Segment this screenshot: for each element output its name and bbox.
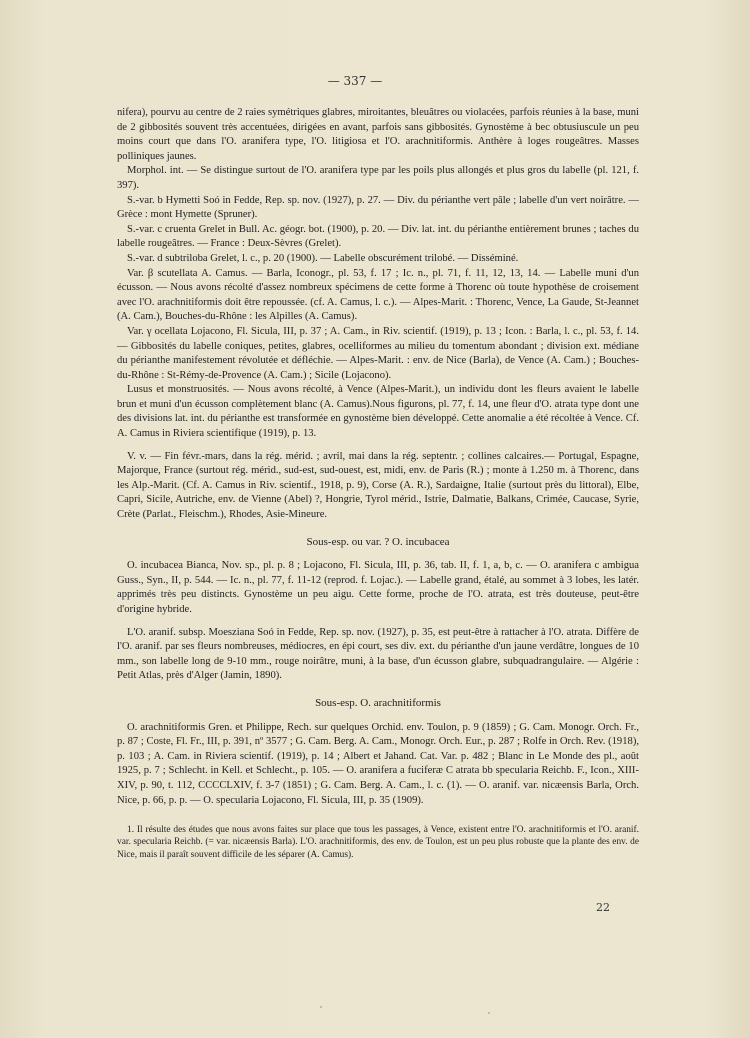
paragraph: V. v. — Fin févr.-mars, dans la rég. mérid. ; avril, mai dans la rég. septentr. ; collines calcaires.— Portugal, Espagne, Majorque, France (surtout rég. mérid., sud-est, sud-ouest, est, midi, env. de Paris (R.) ; monte à 1.250 m. à Thorenc, dans les Alp.-Marit. (Cf. A. Camus in Riv. scientif., 1918, p. 9), Corse (A. R.), Sardaigne, Italie (surtout près du littoral), Elbe, Capri, Sicile, Autriche, env. de Vienne (Abel) ?, Hongrie, Tyrol mérid., Istrie, Dalmatie, Balkans, Crimée, Caucase, Syrie, Crète (Parlat., Fleischm.), Rhodes, Asie-Mineure. xyxy=(117,450,639,521)
paragraph: Lusus et monstruosités. — Nous avons récolté, à Vence (Alpes-Marit.), un individu dont les fleurs avaient le labelle brun et muni d'un écusson complètement blanc (A. Camus).Nous figurons, pl. 77, f. 14, une fleur d'O. atrata type dont une des divisions lat. int. du périanthe est transformée en gynostème bien développé. Cette anomalie a été récoltée à Vence. Cf. A. Camus in Riviera scientifique (1919), p. 13. xyxy=(117,384,639,440)
paragraph: O. arachnitiformis Gren. et Philippe, Rech. sur quelques Orchid. env. Toulon, p. 9 (1859) ; G. Cam. Monogr. Orch. Fr., p. 87 ; Coste, Fl. Fr., III, p. 391, nº 3577 ; G. Cam. Berg. A. Cam., Monogr. Orch. Eur., p. 287 ; Rolfe in Orch. Rev. (1918), p. 103 ; A. Cam. in Riviera scientif. (1919), p. 14 ; Albert et Jahand. Cat. Var. p. 482 ; Blanc in Le Monde des pl., août 1925, p. 7 ; Schlecht. in Kell. et Schlecht., p. 105. — O. aranifera a fuciferæ C atrata bb specularia Reichb. F., Icon., XIII-XIV, p. 90, t. 112, CCCCLXIV, f. 3-7 (1851) ; G. Cam. Berg. A. Cam., l. c. (1). — O. aranif. var. nicæensis Barla, Orch. Nice, p. 66, p. p. — O. specularia Lojacono, Fl. Sicula, III, p. 35 (1909). xyxy=(117,721,639,806)
page-body xyxy=(117,106,639,861)
paragraph: Morphol. int. — Se distingue surtout de l'O. aranifera type par les poils plus allongés et plus gros du labelle (pl. 121, f. 397). xyxy=(117,165,639,191)
section-heading: Sous-esp. O. arachnitiformis xyxy=(315,696,441,709)
paragraph: L'O. aranif. subsp. Moesziana Soó in Fedde, Rep. sp. nov. (1927), p. 35, est peut-être à rattacher à l'O. atrata. Diffère de l'O. aranif. par ses fleurs nombreuses, médiocres, en épi court, ses div. ext. du périanthe d'un jaune verdâtre, longues de 10 mm., son labelle long de 9-10 mm., rouge noirâtre, muni, à la base, d'un écusson glabre, subquadrangulaire. — Algérie : Petit Atlas, près d'Alger (Jamin, 1890). xyxy=(117,626,639,682)
folio-number: 22 xyxy=(596,901,610,914)
section-heading: Sous-esp. ou var. ? O. incubacea xyxy=(306,535,450,548)
paper-speck xyxy=(320,1006,322,1008)
paper-speck xyxy=(488,1012,490,1014)
page-number: — 337 — xyxy=(327,74,383,88)
paragraph: S.-var. b Hymetti Soó in Fedde, Rep. sp. nov. (1927), p. 27. — Div. du périanthe vert pâle ; labelle d'un vert noirâtre. — Grèce : mont Hymette (Spruner). xyxy=(117,194,639,221)
paragraph: Var. γ ocellata Lojacono, Fl. Sicula, III, p. 37 ; A. Cam., in Riv. scientif. (1919), p. 13 ; Icon. : Barla, l. c., pl. 53, f. 14. — Gibbosités du labelle coniques, petites, glabres, ocelliformes au milieu du tomentum abondant ; division ext. médiane du périanthe manifestement révolutée et défléchie. — Alpes-Marit. : env. de Nice (Barla), de Vence (A. Cam.) ; Bouches-du-Rhône : St-Rémy-de-Provence (A. Cam.) ; Sicile (Lojacono). xyxy=(117,325,639,381)
paragraph: Var. β scutellata A. Camus. — Barla, Iconogr., pl. 53, f. 17 ; Ic. n., pl. 71, f. 11, 12, 13, 14. — Labelle muni d'un écusson. — Nous avons récolté d'assez nombreux spécimens de cette forme à Thorenc où toute hypothèse de croisement avec l'O. arachnitiformis doit être repoussée. (cf. A. Camus, l. c.). — Alpes-Marit. : Thorenc, Vence, La Gaude, St-Jeannet (A. Cam.), Bouches-du-Rhône : les Alpilles (A. Camus). xyxy=(117,267,639,323)
paragraph: S.-var. d subtriloba Grelet, l. c., p. 20 (1900). — Labelle obscurément trilobé. — Disséminé. xyxy=(127,252,519,264)
footnote: 1. Il résulte des études que nous avons faites sur place que tous les passages, à Vence, existent entre l'O. arachnitiformis et l'O. aranif. var. specularia Reichb. (= var. nicæensis Barla). L'O. arachnitiformis, des env. de Toulon, est un peu plus robuste que la plante des env. de Nice, mais il paraît souvent difficile de les séparer (A. Camus). xyxy=(117,825,639,860)
paragraph: nifera), pourvu au centre de 2 raies symétriques glabres, miroitantes, bleuâtres ou violacées, parfois réunies à la base, muni de 2 gibbosités souvent très accentuées, dirigées en avant, parfois sans gibbosités. Gynostème à bec obtusiuscule un peu moins court que dans l'O. aranifera type, l'O. litigiosa et l'O. arachnitiformis. Anthère à loges rougeâtres. Masses polliniques jaunes. xyxy=(117,107,639,162)
paragraph: O. incubacea Bianca, Nov. sp., pl. p. 8 ; Lojacono, Fl. Sicula, III, p. 36, tab. II, f. 1, a, b, c. — O. aranifera c ambigua Guss., Syn., II, p. 544. — Ic. n., pl. 77, f. 11-12 (reprod. f. Lojac.). — Labelle grand, étalé, au sommet à 3 lobes, les latér. apprimés très peu distincts. Gynostème un peu aigu. Cette forme, proche de l'O. atrata, est très douteuse, peut-être d'origine hybride. xyxy=(117,560,639,615)
paragraph: S.-var. c cruenta Grelet in Bull. Ac. géogr. bot. (1900), p. 20. — Div. lat. int. du périanthe entièrement brunes ; taches du labelle rougeâtres. — France : Deux-Sèvres (Grelet). xyxy=(117,223,639,250)
